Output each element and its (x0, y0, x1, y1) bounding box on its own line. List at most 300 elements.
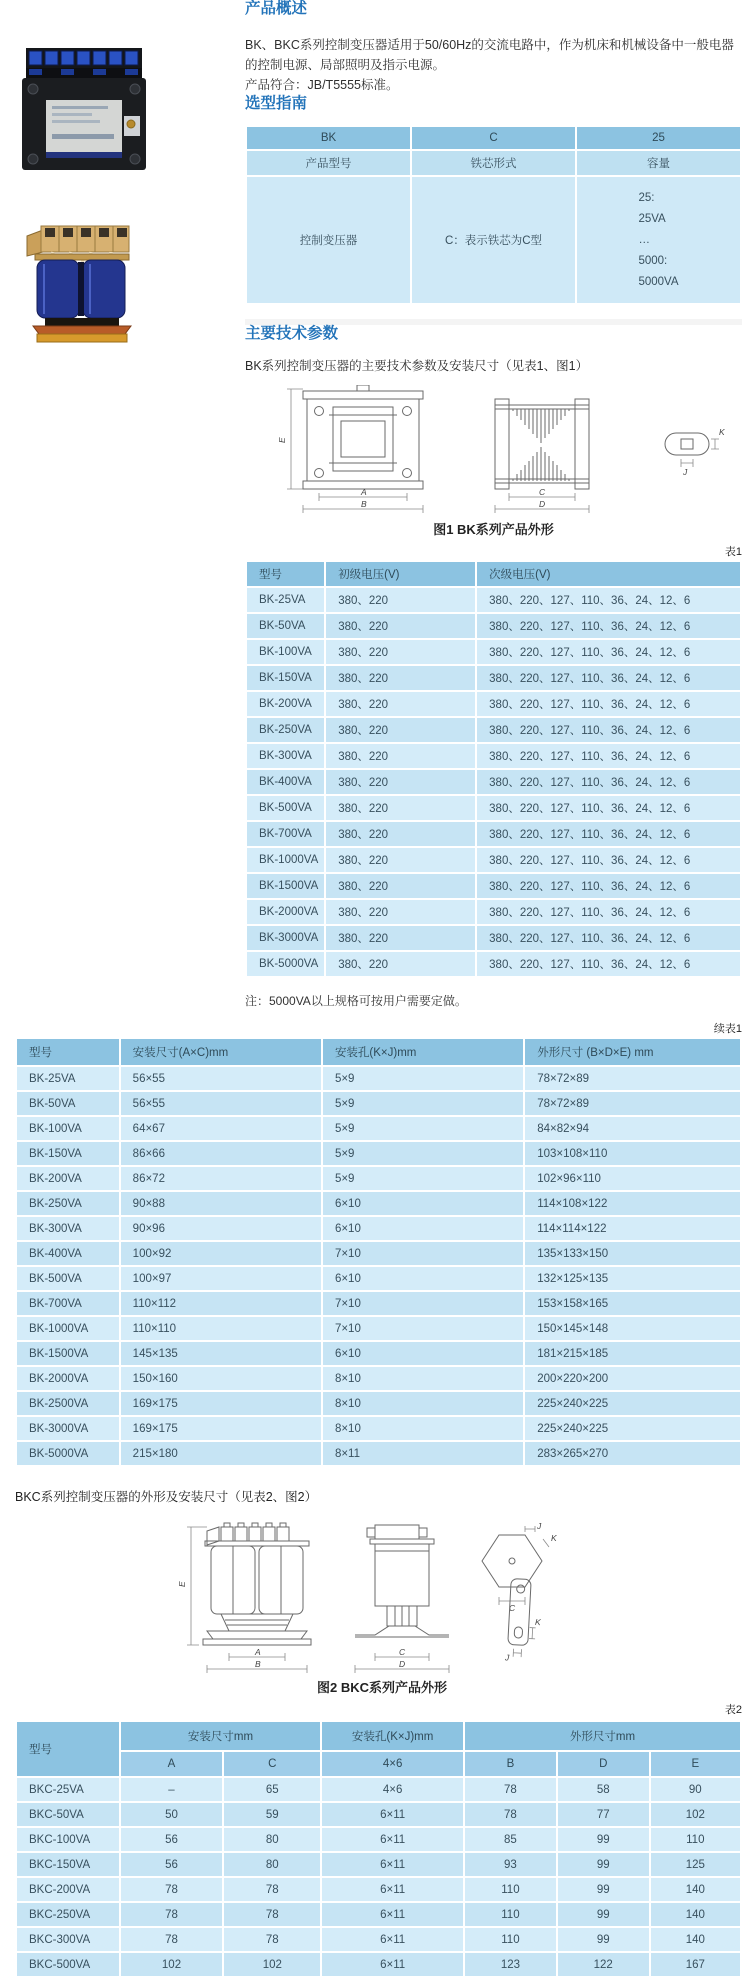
cell-mount-size: 110×110 (120, 1316, 322, 1341)
cell-mount-size: 100×92 (120, 1241, 322, 1266)
code-c: C (411, 126, 576, 150)
cell-model: BK-2000VA (16, 1366, 120, 1391)
selection-value-row (246, 176, 741, 304)
col-mount-size: 安装尺寸(A×C)mm (120, 1038, 322, 1066)
cell-outline-size: 200×220×200 (524, 1366, 741, 1391)
cell-mount-hole: 5×9 (322, 1066, 524, 1091)
svg-text:C: C (509, 1603, 516, 1613)
cell-secondary-voltage: 380、220、127、110、36、24、12、6 (476, 873, 741, 899)
table-row (16, 1091, 741, 1116)
table-row (246, 743, 741, 769)
cell-mount-hole: 5×9 (322, 1141, 524, 1166)
product-photos-column (0, 0, 245, 1009)
cell-primary-voltage: 380、220 (325, 587, 476, 613)
cell-model: BK-300VA (246, 743, 325, 769)
figure2-drawing (177, 1521, 737, 1673)
cell-secondary-voltage: 380、220、127、110、36、24、12、6 (476, 717, 741, 743)
cell-c: 78 (223, 1877, 321, 1902)
table-row (16, 1416, 741, 1441)
cell-a: 102 (120, 1952, 224, 1977)
table-row (246, 951, 741, 977)
cell-model: BK-3000VA (16, 1416, 120, 1441)
cell-outline-size: 114×114×122 (524, 1216, 741, 1241)
sub-c: C (223, 1751, 321, 1777)
main-content (245, 0, 750, 1009)
cell-model: BK-1000VA (16, 1316, 120, 1341)
cell-e: 140 (650, 1927, 741, 1952)
table-row (246, 899, 741, 925)
value-capacity (576, 176, 741, 304)
svg-text:D: D (399, 1659, 406, 1669)
col-outline-size: 外形尺寸 (B×D×E) mm (524, 1038, 741, 1066)
cell-mount-hole: 6×10 (322, 1266, 524, 1291)
cell-model: BK-150VA (246, 665, 325, 691)
cell-mount-size: 64×67 (120, 1116, 322, 1141)
cell-model: BK-250VA (16, 1191, 120, 1216)
cell-secondary-voltage: 380、220、127、110、36、24、12、6 (476, 691, 741, 717)
cell-a: 50 (120, 1802, 224, 1827)
cell-mount-size: 56×55 (120, 1066, 322, 1091)
table-row (16, 1877, 741, 1902)
bkc-transformer-photo (23, 222, 140, 347)
cell-d: 99 (557, 1827, 650, 1852)
cell-b: 78 (464, 1802, 557, 1827)
table-row (16, 1852, 741, 1877)
cell-mount-hole: 8×10 (322, 1366, 524, 1391)
cell-hole: 4×6 (321, 1777, 464, 1802)
table-row (16, 1216, 741, 1241)
table1b-body (16, 1066, 741, 1466)
cell-secondary-voltage: 380、220、127、110、36、24、12、6 (476, 769, 741, 795)
table-row (246, 925, 741, 951)
svg-text:J: J (537, 1521, 542, 1531)
cell-primary-voltage: 380、220 (325, 873, 476, 899)
label-model: 产品型号 (246, 150, 411, 176)
table-row (246, 873, 741, 899)
cell-model: BK-1500VA (246, 873, 325, 899)
cell-model: BKC-150VA (16, 1852, 120, 1877)
svg-text:K: K (534, 1616, 541, 1628)
selection-label-row (246, 150, 741, 176)
table-row (16, 1316, 741, 1341)
table-header-row (16, 1038, 741, 1066)
group-header-row (16, 1721, 741, 1751)
table-row (246, 769, 741, 795)
overview-heading: 产品概述 (245, 0, 308, 17)
table-row (246, 691, 741, 717)
cell-model: BK-400VA (16, 1241, 120, 1266)
table-row (16, 1266, 741, 1291)
code-25: 25 (576, 126, 741, 150)
sub-b: B (464, 1751, 557, 1777)
cell-c: 102 (223, 1952, 321, 1977)
cell-primary-voltage: 380、220 (325, 613, 476, 639)
cell-b: 78 (464, 1777, 557, 1802)
table-row (16, 1802, 741, 1827)
col-model: 型号 (16, 1721, 120, 1777)
cell-hole: 6×11 (321, 1877, 464, 1902)
cell-d: 99 (557, 1927, 650, 1952)
cell-model: BK-150VA (16, 1141, 120, 1166)
table2-header (16, 1721, 741, 1777)
cell-mount-hole: 7×10 (322, 1241, 524, 1266)
cell-model: BK-500VA (246, 795, 325, 821)
cell-b: 85 (464, 1827, 557, 1852)
cell-secondary-voltage: 380、220、127、110、36、24、12、6 (476, 821, 741, 847)
cell-mount-size: 150×160 (120, 1366, 322, 1391)
col-primary: 初级电压(V) (325, 561, 476, 587)
cell-model: BKC-500VA (16, 1952, 120, 1977)
label-core: 铁芯形式 (411, 150, 576, 176)
table-row (16, 1191, 741, 1216)
capacity-line: 25VA (638, 212, 666, 225)
cell-mount-hole: 5×9 (322, 1166, 524, 1191)
cell-model: BK-250VA (246, 717, 325, 743)
cell-model: BKC-300VA (16, 1927, 120, 1952)
svg-text:K: K (719, 427, 725, 437)
cell-e: 102 (650, 1802, 741, 1827)
table1-voltages (245, 560, 742, 978)
value-core: C：表示铁芯为C型 (411, 176, 576, 304)
cell-mount-size: 86×72 (120, 1166, 322, 1191)
cell-hole: 6×11 (321, 1802, 464, 1827)
cell-mount-size: 110×112 (120, 1291, 322, 1316)
cell-model: BK-50VA (246, 613, 325, 639)
sub-a: A (120, 1751, 224, 1777)
cell-b: 110 (464, 1902, 557, 1927)
cell-a: 56 (120, 1827, 224, 1852)
sub-e: E (650, 1751, 741, 1777)
cell-model: BK-5000VA (246, 951, 325, 977)
cell-e: 140 (650, 1877, 741, 1902)
cell-hole: 6×11 (321, 1902, 464, 1927)
cell-model: BK-3000VA (246, 925, 325, 951)
cell-hole: 6×11 (321, 1827, 464, 1852)
col-model: 型号 (16, 1038, 120, 1066)
figure1-caption: 图1 BK系列产品外形 (433, 522, 554, 537)
table-row (246, 795, 741, 821)
table-row (246, 717, 741, 743)
table-row (16, 1827, 741, 1852)
cell-primary-voltage: 380、220 (325, 795, 476, 821)
cell-mount-size: 169×175 (120, 1416, 322, 1441)
figure1 (245, 385, 742, 538)
table-row (16, 1952, 741, 1977)
cell-primary-voltage: 380、220 (325, 769, 476, 795)
selection-heading: 选型指南 (245, 95, 308, 112)
selection-table (245, 125, 742, 305)
fig2-side-view (355, 1525, 449, 1673)
cell-secondary-voltage: 380、220、127、110、36、24、12、6 (476, 639, 741, 665)
fig2-plate-detail (504, 1578, 543, 1664)
table-row (16, 1927, 741, 1952)
cell-d: 99 (557, 1852, 650, 1877)
table-row (246, 847, 741, 873)
svg-text:E: E (177, 1581, 187, 1587)
cell-hole: 6×11 (321, 1927, 464, 1952)
cell-model: BK-100VA (246, 639, 325, 665)
cell-secondary-voltage: 380、220、127、110、36、24、12、6 (476, 743, 741, 769)
sub-hole: 4×6 (321, 1751, 464, 1777)
cell-model: BK-5000VA (16, 1441, 120, 1466)
cell-model: BKC-50VA (16, 1802, 120, 1827)
cell-a: 78 (120, 1902, 224, 1927)
cell-outline-size: 78×72×89 (524, 1091, 741, 1116)
cell-e: 125 (650, 1852, 741, 1877)
cell-d: 122 (557, 1952, 650, 1977)
cell-primary-voltage: 380、220 (325, 899, 476, 925)
cell-b: 110 (464, 1927, 557, 1952)
cell-e: 140 (650, 1902, 741, 1927)
cell-outline-size: 225×240×225 (524, 1416, 741, 1441)
cell-mount-size: 100×97 (120, 1266, 322, 1291)
cell-outline-size: 84×82×94 (524, 1116, 741, 1141)
table1-header (246, 561, 741, 587)
table-row (246, 821, 741, 847)
cell-d: 99 (557, 1902, 650, 1927)
cell-primary-voltage: 380、220 (325, 925, 476, 951)
cell-outline-size: 114×108×122 (524, 1191, 741, 1216)
cell-d: 77 (557, 1802, 650, 1827)
cell-c: 80 (223, 1827, 321, 1852)
cell-mount-size: 90×96 (120, 1216, 322, 1241)
figure2-caption: 图2 BKC系列产品外形 (316, 1680, 447, 1695)
cell-model: BK-25VA (16, 1066, 120, 1091)
cell-outline-size: 153×158×165 (524, 1291, 741, 1316)
table-row (246, 613, 741, 639)
cell-primary-voltage: 380、220 (325, 665, 476, 691)
table1-body (246, 587, 741, 977)
cell-b: 93 (464, 1852, 557, 1877)
table-row (246, 587, 741, 613)
cell-secondary-voltage: 380、220、127、110、36、24、12、6 (476, 847, 741, 873)
table-row (16, 1291, 741, 1316)
table-row (246, 639, 741, 665)
cell-c: 78 (223, 1902, 321, 1927)
cell-model: BK-200VA (246, 691, 325, 717)
sub-header-row (16, 1751, 741, 1777)
table1b-dimensions (15, 1037, 742, 1467)
cell-secondary-voltage: 380、220、127、110、36、24、12、6 (476, 925, 741, 951)
table-row (16, 1341, 741, 1366)
cell-outline-size: 103×108×110 (524, 1141, 741, 1166)
cell-outline-size: 150×145×148 (524, 1316, 741, 1341)
cell-model: BK-25VA (246, 587, 325, 613)
cell-model: BK-700VA (16, 1291, 120, 1316)
figure2 (177, 1521, 742, 1696)
table-row (16, 1366, 741, 1391)
cell-c: 59 (223, 1802, 321, 1827)
table2-bkc-dimensions (15, 1720, 742, 1978)
cell-model: BK-1500VA (16, 1341, 120, 1366)
capacity-line: 25: (638, 191, 655, 204)
cell-outline-size: 78×72×89 (524, 1066, 741, 1091)
cell-outline-size: 132×125×135 (524, 1266, 741, 1291)
table-header-row (246, 561, 741, 587)
cell-model: BK-50VA (16, 1091, 120, 1116)
svg-text:E: E (277, 437, 287, 443)
table-row (16, 1116, 741, 1141)
table-row (16, 1777, 741, 1802)
cell-mount-size: 90×88 (120, 1191, 322, 1216)
terminal-blocks (29, 51, 138, 65)
cell-model: BK-100VA (16, 1116, 120, 1141)
cell-model: BK-500VA (16, 1266, 120, 1291)
svg-text:B: B (255, 1659, 261, 1669)
cell-mount-hole: 6×10 (322, 1216, 524, 1241)
fig1-side-view (495, 399, 589, 513)
bkc-intro-text: BKC系列控制变压器的外形及安装尺寸（见表2、图2） (15, 1490, 318, 1504)
overview-line1: BK、BKC系列控制变压器适用于50/60Hz的交流电路中，作为机床和机械设备中一般电器的控制电源、局部照明及指示电源。 (245, 38, 734, 72)
svg-text:J: J (683, 467, 688, 477)
cell-model: BKC-200VA (16, 1877, 120, 1902)
svg-text:K: K (551, 1533, 557, 1543)
col-secondary: 次级电压(V) (476, 561, 741, 587)
cell-primary-voltage: 380、220 (325, 821, 476, 847)
capacity-lines (638, 188, 678, 293)
cell-mount-hole: 7×10 (322, 1291, 524, 1316)
cell-model: BK-300VA (16, 1216, 120, 1241)
lower-section (0, 1023, 750, 1978)
cell-secondary-voltage: 380、220、127、110、36、24、12、6 (476, 899, 741, 925)
svg-text:A: A (361, 487, 367, 497)
capacity-line: 5000: (638, 254, 668, 267)
cell-outline-size: 135×133×150 (524, 1241, 741, 1266)
cell-model: BK-2000VA (246, 899, 325, 925)
capacity-line: 5000VA (638, 275, 679, 288)
cell-a: 78 (120, 1927, 224, 1952)
cell-model: BKC-25VA (16, 1777, 120, 1802)
cell-mount-size: 215×180 (120, 1441, 322, 1466)
cell-model: BK-400VA (246, 769, 325, 795)
group-mount-size: 安装尺寸mm (120, 1721, 322, 1751)
table-row (16, 1391, 741, 1416)
cell-mount-hole: 5×9 (322, 1091, 524, 1116)
cell-outline-size: 181×215×185 (524, 1341, 741, 1366)
cell-primary-voltage: 380、220 (325, 639, 476, 665)
cell-mount-hole: 8×11 (322, 1441, 524, 1466)
table1b-label: 续表1 (713, 1023, 742, 1035)
overview-line2: 产品符合：JB/T5555标准。 (245, 78, 399, 92)
col-mount-hole: 安装孔(K×J)mm (322, 1038, 524, 1066)
bk-transformer-photo (18, 48, 150, 190)
table1-label: 表1 (724, 546, 742, 558)
table-row (16, 1441, 741, 1466)
svg-text:B: B (361, 499, 367, 509)
bk-intro-text: BK系列控制变压器的主要技术参数及安装尺寸（见表1、图1） (245, 359, 589, 373)
cell-model: BK-700VA (246, 821, 325, 847)
cell-secondary-voltage: 380、220、127、110、36、24、12、6 (476, 951, 741, 977)
cell-secondary-voltage: 380、220、127、110、36、24、12、6 (476, 613, 741, 639)
cell-secondary-voltage: 380、220、127、110、36、24、12、6 (476, 665, 741, 691)
selection-code-row (246, 126, 741, 150)
cell-model: BKC-100VA (16, 1827, 120, 1852)
cell-mount-size: 56×55 (120, 1091, 322, 1116)
table-row (16, 1066, 741, 1091)
cell-c: 80 (223, 1852, 321, 1877)
fig2-front-view (177, 1523, 311, 1673)
cell-secondary-voltage: 380、220、127、110、36、24、12、6 (476, 587, 741, 613)
cell-mount-hole: 8×10 (322, 1391, 524, 1416)
cell-hole: 6×11 (321, 1952, 464, 1977)
cell-b: 123 (464, 1952, 557, 1977)
cell-a: 78 (120, 1877, 224, 1902)
fig1-front-view (277, 385, 423, 513)
cell-primary-voltage: 380、220 (325, 847, 476, 873)
capacity-line: … (638, 233, 650, 246)
cell-a: – (120, 1777, 224, 1802)
fig2-hex-detail (482, 1521, 557, 1613)
table-row (16, 1141, 741, 1166)
table-row (246, 665, 741, 691)
cell-b: 110 (464, 1877, 557, 1902)
cell-mount-hole: 6×10 (322, 1341, 524, 1366)
nameplate-label (46, 100, 122, 152)
cell-mount-size: 86×66 (120, 1141, 322, 1166)
table1b-header (16, 1038, 741, 1066)
cell-mount-hole: 8×10 (322, 1416, 524, 1441)
cell-d: 99 (557, 1877, 650, 1902)
cell-mount-hole: 7×10 (322, 1316, 524, 1341)
cell-d: 58 (557, 1777, 650, 1802)
cell-outline-size: 283×265×270 (524, 1441, 741, 1466)
label-capacity: 容量 (576, 150, 741, 176)
cell-model: BKC-250VA (16, 1902, 120, 1927)
cell-c: 65 (223, 1777, 321, 1802)
cell-mount-hole: 5×9 (322, 1116, 524, 1141)
figure1-drawing (245, 385, 745, 515)
cell-c: 78 (223, 1927, 321, 1952)
tech-heading: 主要技术参数 (245, 325, 339, 342)
cell-mount-hole: 6×10 (322, 1191, 524, 1216)
svg-text:D: D (539, 499, 546, 509)
cell-model: BK-1000VA (246, 847, 325, 873)
table2-body (16, 1777, 741, 1977)
table1-note: 注：5000VA以上规格可按用户需要定做。 (245, 994, 467, 1008)
table2-label: 表2 (724, 1704, 742, 1716)
value-model: 控制变压器 (246, 176, 411, 304)
group-mount-hole: 安装孔(K×J)mm (321, 1721, 464, 1751)
cell-e: 110 (650, 1827, 741, 1852)
cell-model: BK-2500VA (16, 1391, 120, 1416)
cell-primary-voltage: 380、220 (325, 717, 476, 743)
table-row (16, 1166, 741, 1191)
table-row (16, 1902, 741, 1927)
svg-text:C: C (399, 1647, 406, 1657)
svg-text:A: A (255, 1647, 261, 1657)
cell-mount-size: 169×175 (120, 1391, 322, 1416)
cell-model: BK-200VA (16, 1166, 120, 1191)
overview-text (245, 35, 742, 95)
cell-e: 167 (650, 1952, 741, 1977)
cell-e: 90 (650, 1777, 741, 1802)
svg-text:J: J (504, 1652, 510, 1663)
cell-hole: 6×11 (321, 1852, 464, 1877)
cell-primary-voltage: 380、220 (325, 743, 476, 769)
svg-text:C: C (539, 487, 546, 497)
group-outline-size: 外形尺寸mm (464, 1721, 741, 1751)
cell-outline-size: 102×96×110 (524, 1166, 741, 1191)
code-bk: BK (246, 126, 411, 150)
table-row (16, 1241, 741, 1266)
cell-primary-voltage: 380、220 (325, 691, 476, 717)
col-model: 型号 (246, 561, 325, 587)
sub-d: D (557, 1751, 650, 1777)
cell-mount-size: 145×135 (120, 1341, 322, 1366)
cell-primary-voltage: 380、220 (325, 951, 476, 977)
fig1-slot-detail (665, 427, 725, 477)
cell-a: 56 (120, 1852, 224, 1877)
